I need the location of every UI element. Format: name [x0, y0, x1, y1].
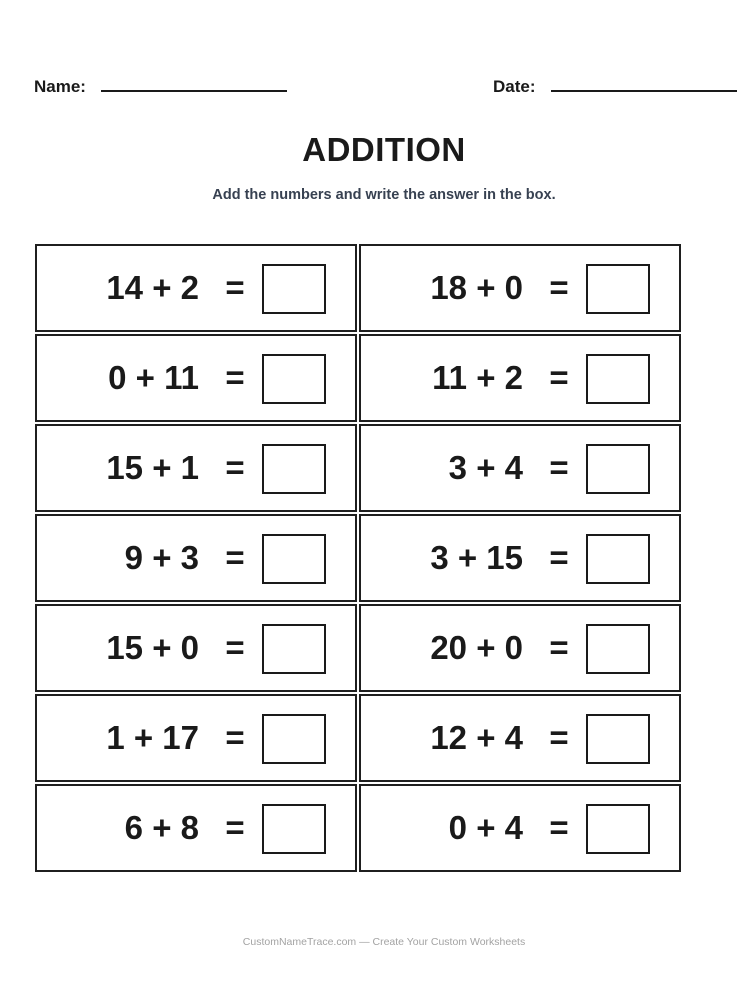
problem-expression: 3 + 4	[448, 449, 523, 486]
problem-cell	[359, 334, 681, 422]
problem-expression: 3 + 15	[430, 539, 523, 576]
problem-cell	[359, 424, 681, 512]
answer-box[interactable]	[586, 624, 650, 674]
answer-box[interactable]	[262, 264, 326, 314]
equals-sign: =	[225, 359, 245, 396]
problem-cell	[35, 514, 357, 602]
equals-sign: =	[225, 809, 245, 846]
equals-sign: =	[225, 629, 245, 666]
problem-expression: 1 + 17	[106, 719, 199, 756]
problem-expression: 12 + 4	[430, 719, 523, 756]
instructions: Add the numbers and write the answer in the box.	[212, 187, 556, 203]
answer-box[interactable]	[262, 624, 326, 674]
equals-sign: =	[225, 719, 245, 756]
problem-cell	[35, 424, 357, 512]
equals-sign: =	[549, 809, 569, 846]
problem-expression: 11 + 2	[432, 359, 523, 396]
problem-expression: 20 + 0	[430, 629, 523, 666]
equals-sign: =	[549, 629, 569, 666]
name-label: Name:	[34, 77, 86, 96]
equals-sign: =	[225, 269, 245, 306]
problem-cell	[35, 334, 357, 422]
date-field[interactable]	[551, 90, 737, 92]
problem-expression: 15 + 0	[106, 629, 199, 666]
answer-box[interactable]	[262, 444, 326, 494]
answer-box[interactable]	[586, 714, 650, 764]
problem-cell	[35, 244, 357, 332]
answer-box[interactable]	[586, 534, 650, 584]
equals-sign: =	[549, 539, 569, 576]
date-label: Date:	[493, 77, 536, 96]
problem-cell	[359, 244, 681, 332]
name-field[interactable]	[101, 90, 287, 92]
equals-sign: =	[225, 539, 245, 576]
equals-sign: =	[225, 449, 245, 486]
worksheet-title: ADDITION	[302, 131, 466, 168]
problem-expression: 14 + 2	[106, 269, 199, 306]
equals-sign: =	[549, 449, 569, 486]
answer-box[interactable]	[586, 444, 650, 494]
footer-credit: CustomNameTrace.com — Create Your Custom Worksheets	[242, 936, 526, 948]
answer-box[interactable]	[262, 354, 326, 404]
answer-box[interactable]	[262, 804, 326, 854]
answer-box[interactable]	[586, 354, 650, 404]
problem-cell	[35, 694, 357, 782]
problem-cell	[35, 784, 357, 872]
problem-cell	[359, 604, 681, 692]
equals-sign: =	[549, 269, 569, 306]
problem-expression: 0 + 4	[448, 809, 523, 846]
problem-cell	[359, 514, 681, 602]
problem-cell	[359, 784, 681, 872]
equals-sign: =	[549, 719, 569, 756]
problem-expression: 6 + 8	[124, 809, 199, 846]
problem-expression: 15 + 1	[106, 449, 199, 486]
problem-cell	[359, 694, 681, 782]
equals-sign: =	[549, 359, 569, 396]
problem-cell	[35, 604, 357, 692]
answer-box[interactable]	[262, 714, 326, 764]
answer-box[interactable]	[262, 534, 326, 584]
problem-expression: 0 + 11	[108, 359, 199, 396]
problem-expression: 9 + 3	[124, 539, 199, 576]
answer-box[interactable]	[586, 264, 650, 314]
answer-box[interactable]	[586, 804, 650, 854]
problem-expression: 18 + 0	[430, 269, 523, 306]
